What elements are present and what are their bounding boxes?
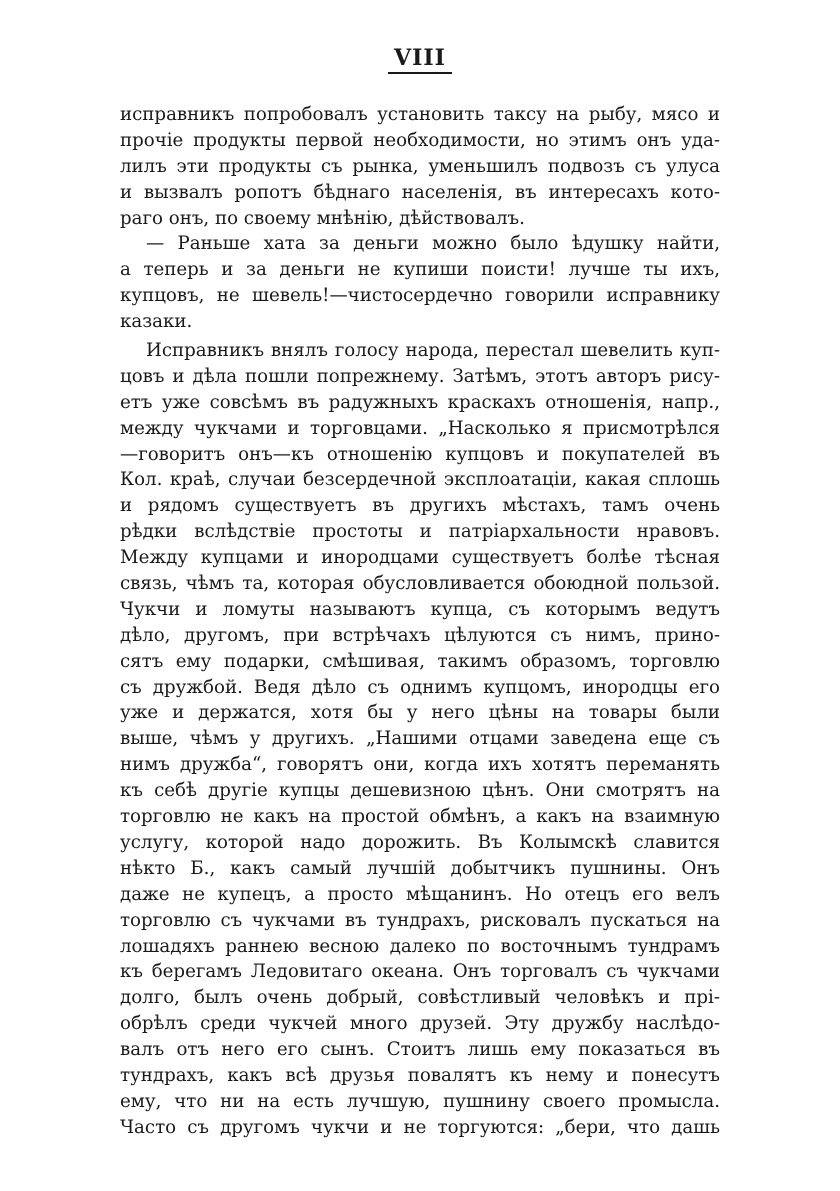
text-line: и рядомъ существуетъ въ другихъ мѣстахъ, тамъ очень [120,495,720,517]
text-line: торговлю не какъ на простой обмѣнъ, а какъ на взаимную [120,806,720,828]
text-line: рѣдки вслѣдствіе простоты и патріархальности нравовъ. [120,521,720,543]
text-line: Чукчи и ломуты называютъ купца, съ которымъ ведутъ [120,598,720,620]
text-line: выше, чѣмъ у другихъ. „Нашими отцами заведена еще съ [120,728,720,750]
text-line: долго, былъ очень добрый, совѣстливый человѣкъ и прі- [120,987,720,1009]
text-line: къ берегамъ Ледовитаго океана. Онъ торговалъ съ чукчами [120,961,720,983]
text-line: уже и держатся, хотя бы у него цѣны на товары были [120,702,720,724]
text-line: дѣло, другомъ, при встрѣчахъ цѣлуются съ нимъ, прино- [120,624,720,646]
text-line: купцовъ, не шевель!—чистосердечно говорили исправнику [120,285,720,307]
text-line: ему, что ни на есть лучшую, пушнину своего промысла. [120,1090,720,1112]
text-line: валъ отъ него его сынъ. Стоитъ лишь ему показаться въ [120,1039,720,1061]
text-line: лошадяхъ раннею весною далеко по восточнымъ тундрамъ [120,935,720,957]
text-line: сятъ ему подарки, смѣшивая, такимъ образомъ, торговлю [120,650,720,672]
text-line: Исправникъ внялъ голосу народа, перестал шевелить куп- [146,340,720,362]
text-line: Между купцами и инородцами существуетъ болѣе тѣсная [120,547,720,569]
text-line: къ себѣ другіе купцы дешевизною цѣнъ. Они смотрятъ на [120,780,720,802]
text-line: и вызвалъ ропотъ бѣднаго населенія, въ интересахъ кото- [120,181,720,203]
page-number: VIII [388,46,452,74]
text-line: —говоритъ онъ—къ отношенію купцовъ и покупателей въ [120,443,720,465]
page-header [0,46,840,74]
text-line: торговлю съ чукчами въ тундрахъ, рисковалъ пускаться на [120,909,720,931]
text-line: связь, чѣмъ та, которая обусловливается обоюдной пользой. [120,573,720,595]
text-line: между чукчами и торговцами. „Насколько я присмотрѣлся [120,417,720,439]
text-line: Часто съ другомъ чукчи и не торгуются: „бери, что дашь [120,1116,720,1138]
text-line: тундрахъ, какъ всѣ друзья повалятъ къ нему и понесутъ [120,1064,720,1086]
text-line: съ дружбой. Ведя дѣло съ однимъ купцомъ, инородцы его [120,676,720,698]
text-line: — Раньше хата за деньги можно было ѣдушку найти, [146,233,720,255]
text-line: услугу, которой надо дорожить. Въ Колымскѣ славится [120,831,720,853]
text-line: нимъ дружба“, говорятъ они, когда ихъ хотятъ переманять [120,754,720,776]
text-line: етъ уже совсѣмъ въ радужныхъ краскахъ отношенія, напр., [120,391,720,413]
text-line: даже не купецъ, а просто мѣщанинъ. Но отецъ его велъ [120,883,720,905]
text-line: Кол. краѣ, случаи безсердечной эксплоатаціи, какая сплошь [120,469,720,491]
text-line: казаки. [120,311,193,333]
text-line: цовъ и дѣла пошли попрежнему. Затѣмъ, этотъ авторъ рису- [120,365,720,387]
text-line: исправникъ попробовалъ установить таксу на рыбу, мясо и [120,104,720,125]
text-line: а теперь и за деньги не купиши поисти! лучше ты ихъ, [120,259,720,281]
text-line: лилъ эти продукты съ рынка, уменьшилъ подвозъ съ улуса [120,155,720,177]
text-line: прочіе продукты первой необходимости, но этимъ онъ уда- [120,129,720,151]
text-line: раго онъ, по своему мнѣнію, дѣйствовалъ. [120,207,525,229]
body-text [120,102,720,1141]
text-line: обрѣлъ среди чукчей много друзей. Эту дружбу наслѣдо- [120,1013,720,1035]
text-line: нѣкто Б., какъ самый лучшій добытчикъ пушнины. Онъ [120,857,720,879]
